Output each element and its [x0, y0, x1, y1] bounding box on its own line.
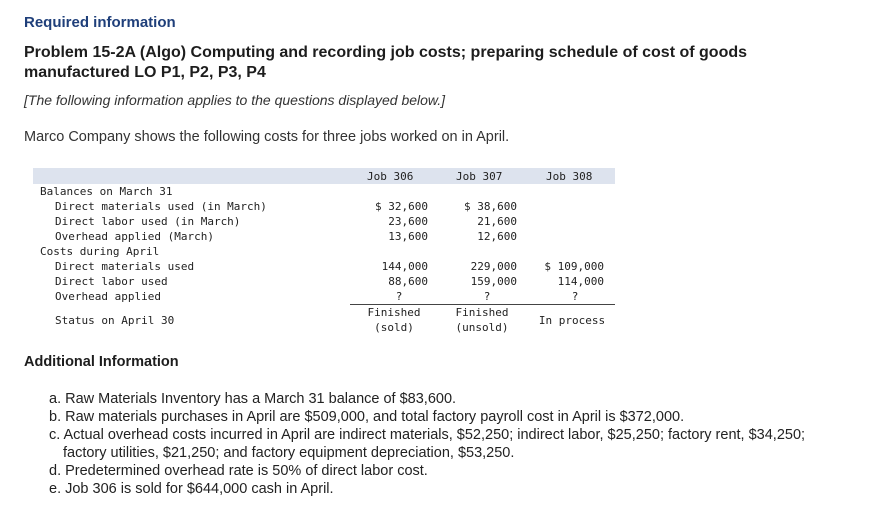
row-label-dm-april: Direct materials used: [55, 260, 195, 273]
cell-307-dm-march: $ 38,600: [464, 200, 517, 213]
row-label-costs-april: Costs during April: [40, 245, 160, 258]
cell-306-oh-march: 13,600: [388, 230, 428, 243]
additional-information-list: [49, 390, 849, 498]
row-label-balances-march: Balances on March 31: [40, 185, 173, 198]
status-306-line1: Finished: [367, 306, 421, 319]
cell-308-dl-april: 114,000: [557, 275, 604, 288]
list-item: c. Actual overhead costs incurred in April are indirect materials, $52,250; indirect labor, $25,250; factory rent, $34,250; factory utilities, $21,250; and factory equipment depreciation, $53,250.: [49, 427, 806, 461]
column-header-job-308: Job 308: [546, 170, 593, 183]
row-label-oh-april: Overhead applied: [55, 290, 161, 303]
additional-information-heading: Additional Information: [24, 354, 179, 370]
cell-306-dl-march: 23,600: [388, 215, 428, 228]
status-307-line2: (unsold): [455, 321, 509, 334]
cell-306-oh-april: ?: [395, 290, 403, 303]
problem-title: Problem 15-2A (Algo) Computing and recording job costs; preparing schedule of cost of goods manufactured LO P1, P2, P3, P4: [24, 44, 748, 81]
cell-306-dm-april: 144,000: [381, 260, 428, 273]
row-label-status: Status on April 30: [55, 314, 175, 327]
cell-308-oh-april: ?: [571, 290, 579, 303]
cell-306-dl-april: 88,600: [388, 275, 428, 288]
row-label-dl-march: Direct labor used (in March): [55, 215, 241, 228]
intro-text: Marco Company shows the following costs for three jobs worked on in April.: [24, 129, 510, 145]
column-header-job-306: Job 306: [367, 170, 414, 183]
instruction-note: [The following information applies to the questions displayed below.]: [24, 92, 446, 108]
cell-307-dl-april: 159,000: [470, 275, 517, 288]
cell-307-oh-april: ?: [483, 290, 491, 303]
status-306-line2: (sold): [374, 321, 414, 334]
row-label-dm-march: Direct materials used (in March): [55, 200, 267, 213]
status-307-line1: Finished: [455, 306, 509, 319]
table-header-bar: [33, 168, 615, 184]
row-label-oh-march: Overhead applied (March): [55, 230, 214, 243]
cell-307-dm-april: 229,000: [470, 260, 517, 273]
cell-307-oh-march: 12,600: [477, 230, 517, 243]
required-information-heading: Required information: [24, 14, 176, 31]
cell-306-dm-march: $ 32,600: [375, 200, 428, 213]
row-label-dl-april: Direct labor used: [55, 275, 168, 288]
list-item: a. Raw Materials Inventory has a March 31 balance of $83,600.: [49, 391, 457, 407]
column-header-job-307: Job 307: [456, 170, 503, 183]
job-cost-table: [33, 168, 615, 338]
list-item: d. Predetermined overhead rate is 50% of direct labor cost.: [49, 463, 428, 479]
cell-308-dm-april: $ 109,000: [544, 260, 604, 273]
list-item: b. Raw materials purchases in April are $509,000, and total factory payroll cost in April is $372,000.: [49, 409, 685, 425]
status-308: In process: [538, 314, 606, 327]
list-item: e. Job 306 is sold for $644,000 cash in April.: [49, 481, 334, 497]
cell-307-dl-march: 21,600: [477, 215, 517, 228]
